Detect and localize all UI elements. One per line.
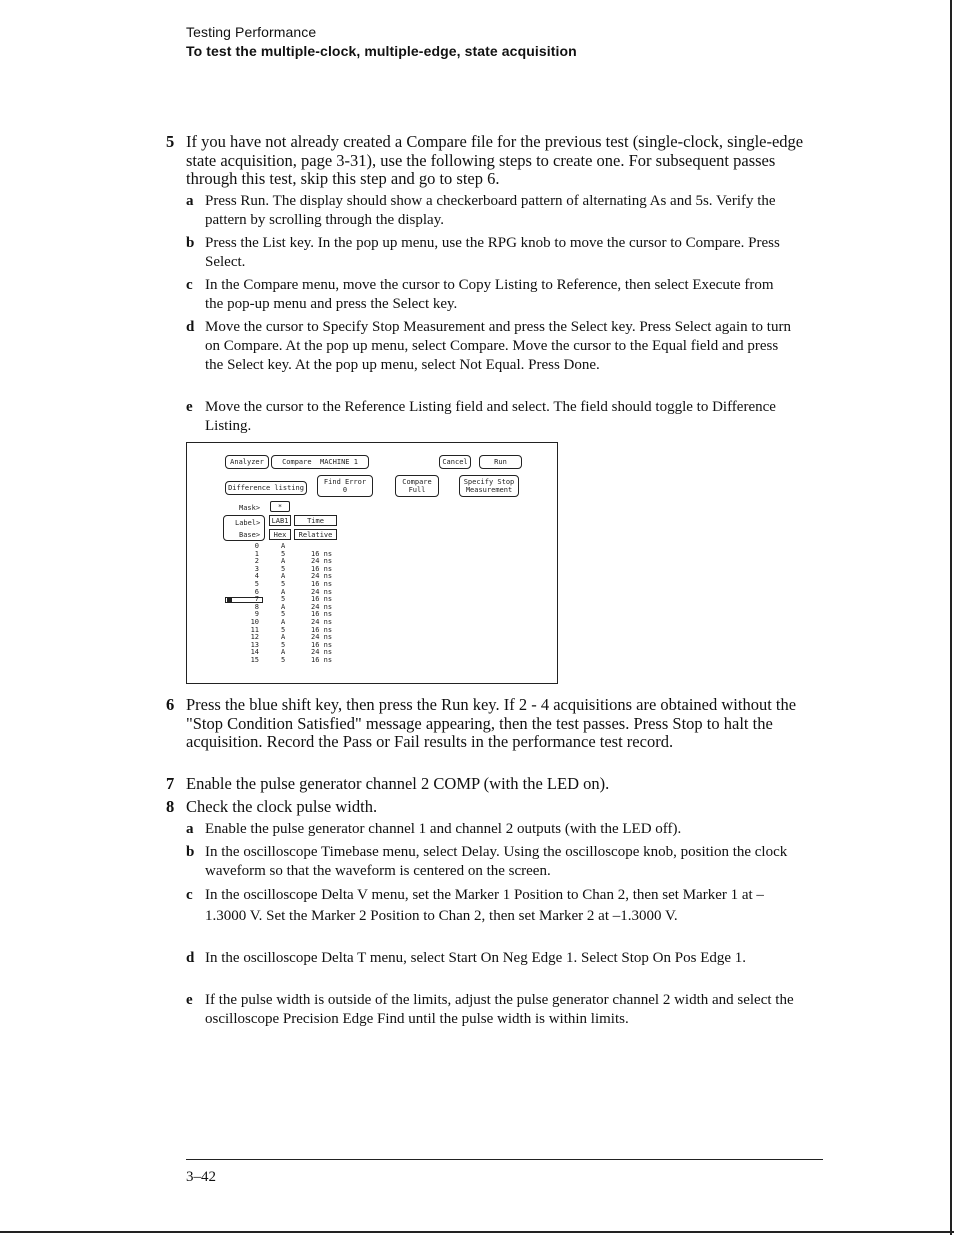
compare-machine-field: Compare MACHINE 1 [271, 455, 369, 469]
state-number: 3 [254, 564, 259, 573]
time-value-cell: 16 ns [311, 579, 333, 588]
substep-letter: a [186, 193, 194, 209]
state-number: 12 [250, 633, 259, 642]
substep-letter: a [186, 821, 194, 837]
step-number: 7 [166, 774, 175, 793]
time-column [311, 543, 332, 665]
specify-stop-field: Specify Stop Measurement [459, 475, 519, 497]
data-value: 5 [281, 610, 286, 619]
data-value: A [281, 572, 286, 581]
step-5 [166, 133, 816, 189]
base-label: Base> [239, 531, 261, 539]
data-value: 5 [281, 579, 286, 588]
step-8a [186, 820, 795, 839]
step-6 [166, 696, 816, 752]
substep-text: Move the cursor to the Reference Listing field and select. The field should toggle to Difference Listing. [205, 399, 776, 434]
data-value: 5 [281, 625, 286, 634]
state-number: 10 [250, 617, 259, 626]
footer-rule [186, 1159, 823, 1160]
relative-value: Relative [294, 529, 337, 540]
substep-text: Move the cursor to Specify Stop Measurement and press the Select key. Press Select again to turn on Compare. At the pop up menu, select Compare. Move the cursor to the Equal field and press the Select key. At the pop up menu, select Not Equal. Press Done. [205, 319, 791, 373]
time-value-cell: 16 ns [311, 610, 333, 619]
time-value-cell: 16 ns [311, 564, 333, 573]
substep-text: In the oscilloscope Delta T menu, select Start On Neg Edge 1. Select Stop On Pos Edge 1. [205, 950, 747, 966]
data-value: A [281, 602, 286, 611]
step-5a [186, 192, 795, 230]
page-number: 3–42 [186, 1169, 216, 1185]
mask-label: Mask> [239, 504, 261, 512]
data-value: A [281, 542, 286, 550]
state-number: 13 [250, 640, 259, 649]
data-value: 5 [281, 655, 286, 664]
time-value-cell: 24 ns [311, 633, 333, 642]
substep-letter: d [186, 319, 195, 335]
state-number: 5 [254, 579, 259, 588]
step-5c [186, 276, 795, 314]
substep-text: Enable the pulse generator channel 1 and channel 2 outputs (with the LED off). [205, 821, 682, 837]
substep-letter: b [186, 235, 195, 251]
running-header-title: To test the multiple-clock, multiple-edge, state acquisition [186, 43, 577, 59]
step-7 [166, 775, 816, 794]
step-8 [166, 798, 816, 817]
data-value: A [281, 587, 286, 596]
data-value: A [281, 617, 286, 626]
state-number: 6 [254, 587, 259, 596]
time-value-cell: 16 ns [311, 625, 333, 634]
page-border-right [950, 0, 952, 1235]
running-header-section: Testing Performance [186, 24, 317, 40]
step-text: Check the clock pulse width. [186, 797, 378, 816]
substep-text: In the Compare menu, move the cursor to Copy Listing to Reference, then select Execute from the pop-up menu and press the Select key. [205, 277, 774, 312]
data-value: 5 [281, 549, 286, 558]
substep-letter: d [186, 950, 195, 966]
time-value-cell: 24 ns [311, 617, 333, 626]
time-value-cell: 16 ns [311, 640, 333, 649]
page-border-bottom [0, 1231, 954, 1233]
step-8c [186, 885, 795, 926]
substep-letter: b [186, 844, 195, 860]
find-error-field: Find Error 0 [317, 475, 373, 497]
state-number: 9 [254, 610, 259, 619]
state-number: 2 [254, 557, 259, 566]
time-value-cell: 24 ns [311, 557, 333, 566]
substep-text: Press Run. The display should show a checkerboard pattern of alternating As and 5s. Verify the pattern by scrolling through the display. [205, 193, 776, 228]
substep-letter: e [186, 992, 193, 1008]
substep-text: If the pulse width is outside of the limits, adjust the pulse generator channel 2 width and select the oscilloscope Precision Edge Find until the pulse width is within limits. [205, 992, 794, 1027]
substep-text: Press the List key. In the pop up menu, use the RPG knob to move the cursor to Compare. Press Select. [205, 235, 780, 270]
state-number: 8 [254, 602, 259, 611]
data-value: 5 [281, 564, 286, 573]
time-value-cell: 24 ns [311, 648, 333, 657]
step-8b [186, 843, 795, 881]
time-value-cell: 24 ns [311, 587, 333, 596]
label-label: Label> [235, 519, 261, 527]
step-text: Press the blue shift key, then press the Run key. If 2 - 4 acquisitions are obtained without the "Stop Condition Satisfied" message appearing, then the test passes. Press Stop to halt the acquisition. Record the Pass or Fail results in the performance test record. [186, 695, 797, 751]
time-value-cell: 16 ns [311, 655, 333, 664]
state-number: 1 [254, 549, 259, 558]
time-value-cell: 16 ns [311, 549, 333, 558]
base-value: Hex [269, 529, 291, 540]
data-value: A [281, 633, 286, 642]
state-number: 14 [250, 648, 259, 657]
data-value: A [281, 648, 286, 657]
state-number: 7 [254, 595, 259, 604]
time-value: Time [294, 515, 337, 526]
step-number: 5 [166, 132, 175, 151]
data-value: 5 [281, 640, 286, 649]
step-text: Enable the pulse generator channel 2 COMP (with the LED on). [186, 774, 610, 793]
state-number: 0 [254, 542, 259, 550]
step-text: If you have not already created a Compare file for the previous test (single-clock, single-edge state acquisition, page 3-31), use the following steps to create one. For subsequent passes through this test, skip this step and go to step 6. [186, 132, 804, 188]
time-value-cell: 24 ns [311, 572, 333, 581]
step-8e [186, 991, 795, 1029]
step-5d [186, 318, 795, 375]
data-value: 5 [281, 595, 286, 604]
compare-full-field: Compare Full [395, 475, 439, 497]
substep-letter: c [186, 277, 193, 293]
analyzer-screen-figure [186, 442, 558, 684]
data-value: A [281, 557, 286, 566]
time-value-cell: 24 ns [311, 602, 333, 611]
state-number-column [243, 543, 259, 665]
run-field: Run [479, 455, 522, 469]
label-value: LAB1 [269, 515, 291, 526]
substep-letter: c [186, 887, 193, 903]
substep-text: In the oscilloscope Timebase menu, select Delay. Using the oscilloscope knob, position the clock waveform so that the waveform is centered on the screen. [205, 844, 788, 879]
mask-value: * [270, 501, 290, 512]
cancel-field: Cancel [439, 455, 471, 469]
step-8d [186, 949, 795, 968]
step-number: 8 [166, 797, 175, 816]
step-5b [186, 234, 795, 272]
time-value-cell: 16 ns [311, 595, 333, 604]
step-number: 6 [166, 695, 175, 714]
state-number: 11 [250, 625, 259, 634]
analyzer-field: Analyzer [225, 455, 269, 469]
difference-listing-field: Difference listing [225, 481, 307, 495]
cursor-block [227, 598, 232, 602]
step-5e [186, 398, 795, 436]
state-number: 15 [250, 655, 259, 664]
substep-text: In the oscilloscope Delta V menu, set the Marker 1 Position to Chan 2, then set Marker 1 at –1.3000 V. Set the Marker 2 Position to Chan 2, then set Marker 2 at –1.3000 V. [205, 887, 764, 924]
state-number: 4 [254, 572, 259, 581]
substep-letter: e [186, 399, 193, 415]
data-value-column [281, 543, 285, 665]
